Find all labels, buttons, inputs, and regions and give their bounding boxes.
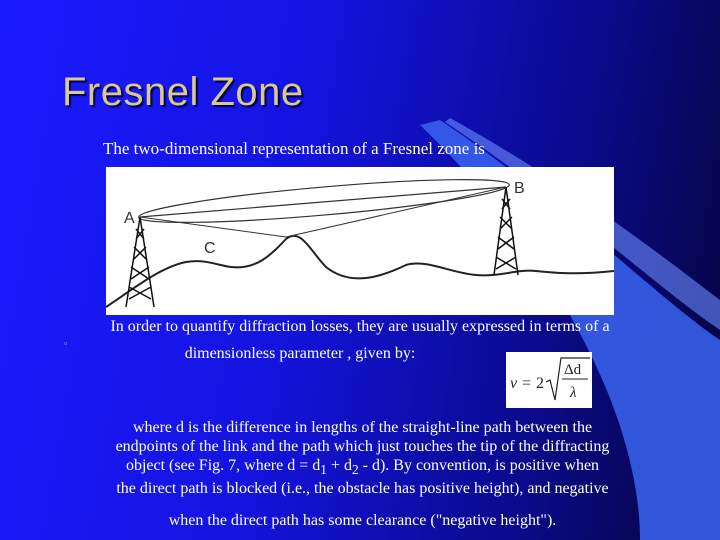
tower-b (494, 187, 518, 275)
bullet-marker: ▫ (64, 338, 68, 348)
formula-denominator: λ (570, 385, 577, 401)
fresnel-parameter-formula (506, 352, 592, 408)
terrain-line (106, 236, 614, 307)
formula-numerator: Δd (564, 362, 582, 378)
tower-a (126, 217, 154, 307)
fresnel-ellipse (137, 171, 510, 231)
formula-lhs: v (510, 375, 518, 392)
formula-equals: = (522, 375, 532, 392)
label-a: A (124, 210, 135, 227)
intro-text: The two-dimensional representation of a Fresnel zone is (103, 139, 485, 158)
paragraph-diffraction-line2: dimensionless parameter , given by: (184, 345, 416, 363)
paragraph-definition-line1: where d is the difference in lengths of the straight-line path between the (132, 419, 593, 436)
paragraph-definition (80, 418, 645, 498)
label-b: B (514, 180, 525, 197)
fresnel-zone-figure (106, 167, 614, 315)
paragraph-definition-line3: object (see Fig. 7, where $d = d_1 + d_2 - d$). By convention, is positive when (125, 457, 600, 478)
paragraph-clearance: when the direct path has some clearance ("negative height"). (168, 512, 557, 529)
paragraph-definition-line4: the direct path is blocked (i.e., the obstacle has positive height), and negative (116, 480, 609, 498)
label-c: C (204, 240, 216, 257)
formula-coefficient: 2 (536, 375, 544, 392)
paragraph-definition-line2: endpoints of the link and the path which just touches the tip of the diffracting (115, 438, 610, 455)
slide-title: Fresnel Zone (62, 70, 304, 114)
paragraph-diffraction-line1: In order to quantify diffraction losses, they are usually expressed in terms of a (110, 318, 610, 335)
